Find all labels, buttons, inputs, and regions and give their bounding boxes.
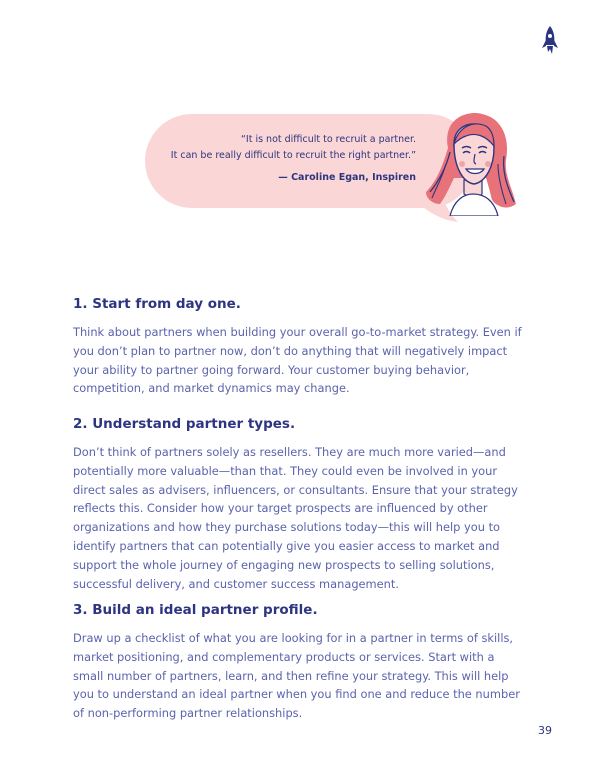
quote-line-2: It can be really difficult to recruit the right partner.”	[170, 149, 416, 161]
quote-line-1: “It is not difficult to recruit a partner.	[240, 134, 416, 145]
section-heading: 3. Build an ideal partner profile.	[73, 602, 318, 618]
section-body: Draw up a checklist of what you are looking for in a partner in terms of skills, market positioning, and complementary products or services. Start with a small number of partners, learn, and then refine your strategy. This will help you to understand an ideal partner when you find one and reduce the number of non-performing partner relationships.	[73, 631, 520, 721]
rocket-icon	[538, 24, 562, 60]
section-start-from-day-one	[73, 295, 527, 398]
section-body: Think about partners when building your overall go-to-market strategy. Even if you don’t plan to partner now, don’t do anything that will negatively impact your ability to partner going forward. Your customer buying behavior, competition, and market dynamics may change.	[73, 325, 522, 396]
section-heading: 1. Start from day one.	[73, 296, 241, 312]
section-understand-partner-types	[73, 415, 527, 593]
section-body: Don’t think of partners solely as resellers. They are much more varied—and potentially more valuable—than that. They could even be involved in your direct sales as advisers, influencers, or consultants. Ensure that your strategy reflects this. Consider how your target prospects are influenced by other organizations and how they purchase solutions today—this will help you to identify partners that can potentially give you easier access to market and support the whole journey of engaging new prospects to selling solutions, successful delivery, and customer success management.	[73, 445, 518, 591]
section-heading: 2. Understand partner types.	[73, 416, 296, 432]
quote-text	[150, 132, 416, 163]
woman-portrait-illustration	[420, 108, 518, 216]
page-number: 39	[538, 724, 552, 737]
section-build-ideal-partner-profile	[73, 601, 527, 723]
quote-attribution: — Caroline Egan, Inspiren	[278, 172, 416, 183]
